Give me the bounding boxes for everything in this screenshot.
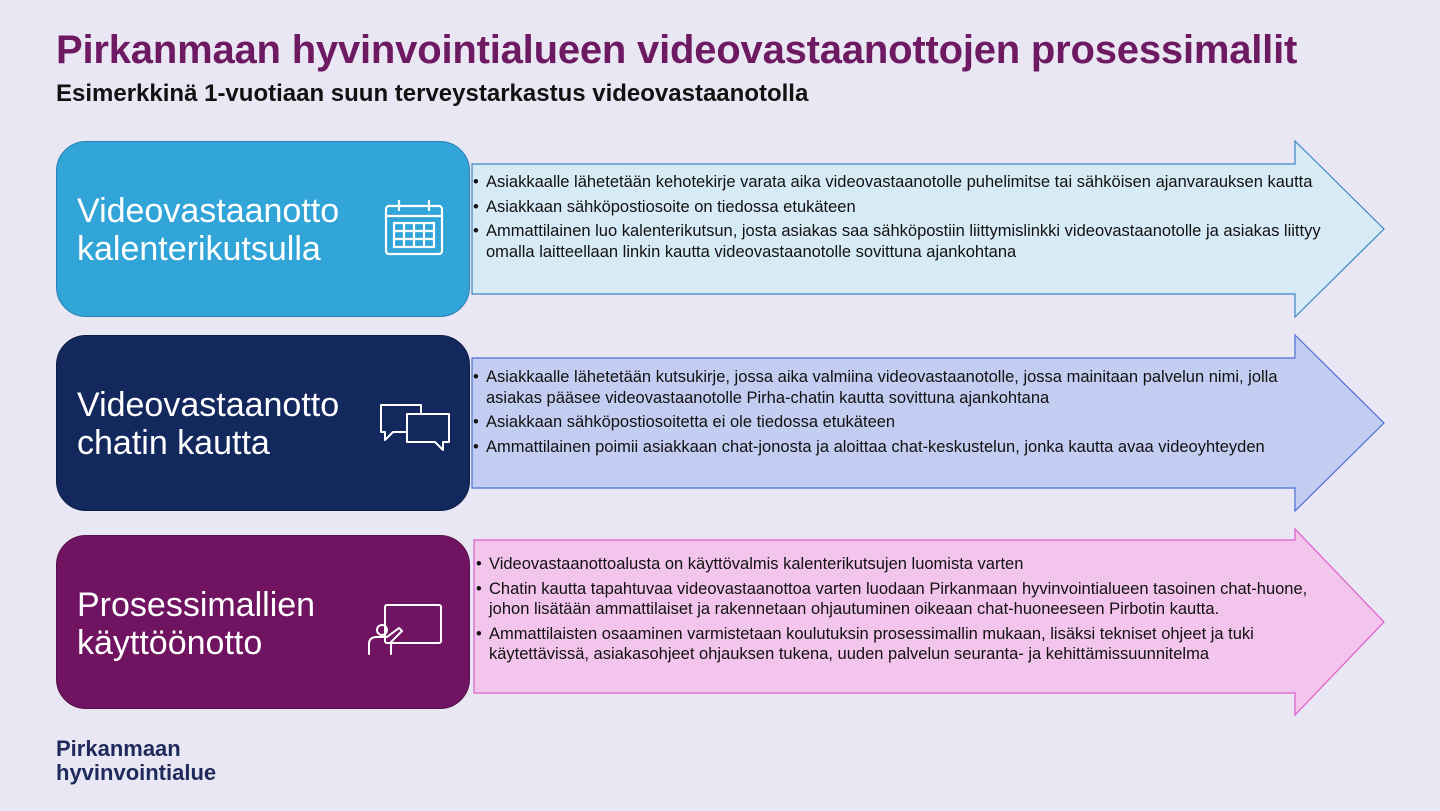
card-title [77,192,339,268]
chat-bubbles-icon [379,402,451,454]
bullet-item: • Asiakkaalle lähetetään kutsukirje, jossa aika valmiina videovastaanotolle, jossa mainitaan palvelun nimi, jolla asiakas pääsee videovastaanotolle Pirha-chatin kautta sovittuna ajankohtana [473,367,1323,408]
bullet-item: • Asiakkaan sähköpostiosoite on tiedossa etukäteen [473,197,1323,218]
bullet-list [473,367,1323,461]
card-title-line: käyttöönotto [77,624,263,662]
card-title [77,386,339,462]
bullet-list [473,172,1323,266]
presenter-icon [365,602,443,658]
process-row-chat [0,335,1440,515]
card-title-line: Prosessimallien [77,586,316,624]
bullet-list [476,554,1316,669]
card-title-line: Videovastaanotto [77,192,340,230]
calendar-icon [383,198,445,258]
bullet-item: • Ammattilainen poimii asiakkaan chat-jonosta ja aloittaa chat-keskustelun, jonka kautta avaa videoyhteyden [473,437,1323,458]
bullet-item: • Asiakkaalle lähetetään kehotekirje varata aika videovastaanotolle puhelimitse tai sähköisen ajanvarauksen kautta [473,172,1323,193]
process-card [56,535,470,709]
logo-line: hyvinvointialue [56,760,217,785]
process-row-calendar [0,141,1440,321]
organization-logo [56,737,216,785]
page-subtitle: Esimerkkinä 1-vuotiaan suun terveystarkastus videovastaanotolla [56,80,809,107]
process-card [56,141,470,317]
bullet-item: • Chatin kautta tapahtuvaa videovastaanottoa varten luodaan Pirkanmaan hyvinvointialueen tasoinen chat-huone, johon lisätään ammattilaiset ja rakennetaan ohjautuminen oikeaan chat-huoneeseen Pirbotin kautta. [476,579,1316,620]
bullet-item: • Ammattilainen luo kalenterikutsun, josta asiakas saa sähköpostiin liittymislinkki videovastaanotolle ja asiakas liittyy omalla laitteellaan linkin kautta videovastaanotolle sovittuna ajankohtana [473,221,1323,262]
bullet-item: • Videovastaanottoalusta on käyttövalmis kalenterikutsujen luomista varten [476,554,1316,575]
process-row-deployment [0,529,1440,714]
logo-line: Pirkanmaan [56,736,181,761]
page-title: Pirkanmaan hyvinvointialueen videovastaanottojen prosessimallit [56,28,1298,72]
card-title [77,586,315,662]
bullet-item: • Ammattilaisten osaaminen varmistetaan koulutuksin prosessimallin mukaan, lisäksi tekniset ohjeet ja tuki käytettävissä, asiakasohjeet ohjauksen tukena, uuden palvelun seuranta- ja kehittämissuunnitelma [476,624,1316,665]
card-title-line: kalenterikutsulla [77,230,321,268]
process-card [56,335,470,511]
bullet-item: • Asiakkaan sähköpostiosoitetta ei ole tiedossa etukäteen [473,412,1323,433]
card-title-line: chatin kautta [77,424,270,462]
card-title-line: Videovastaanotto [77,386,340,424]
